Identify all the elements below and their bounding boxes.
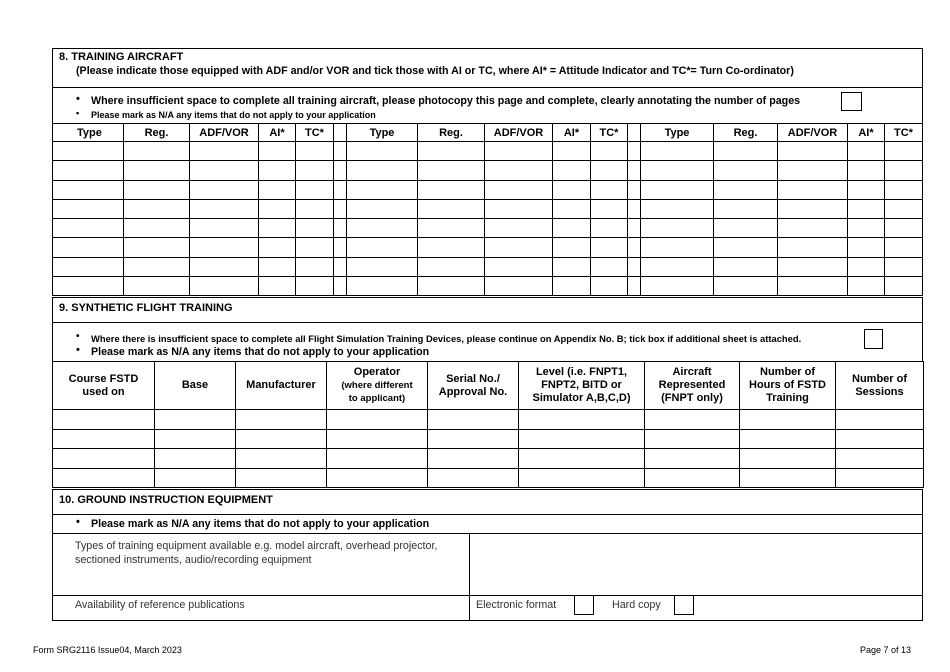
col-hours [740,362,836,410]
aircraft-cell[interactable] [124,277,190,296]
aircraft-cell[interactable] [296,199,334,218]
aircraft-cell[interactable] [553,238,591,257]
electronic-format-label: Electronic format [476,599,557,611]
fstd-cell[interactable] [53,410,155,430]
fstd-cell[interactable] [236,468,327,488]
aircraft-cell[interactable] [347,257,418,276]
fstd-cell[interactable] [645,429,740,449]
col-spacer [628,124,641,142]
spacer-cell [334,219,347,238]
col-ai: AI* [848,124,885,142]
aircraft-row [53,219,923,238]
aircraft-cell[interactable] [259,238,296,257]
aircraft-cell[interactable] [714,180,778,199]
fstd-cell[interactable] [645,449,740,469]
aircraft-row [53,199,923,218]
col-reg: Reg. [418,124,485,142]
aircraft-cell[interactable] [259,219,296,238]
col-type: Type [347,124,418,142]
fstd-cell[interactable] [327,429,428,449]
bullet-icon: • [76,331,80,342]
fstd-cell[interactable] [327,449,428,469]
aircraft-cell[interactable] [714,257,778,276]
bullet-icon: • [76,93,80,105]
col-operator-note: (where different to applicant) [341,380,413,404]
bullet-icon: • [76,516,80,528]
fstd-cell[interactable] [236,410,327,430]
col-operator-label: Operator [353,366,401,378]
section-9-bullet-1: Where there is insufficient space to complete all Flight Simulation Training Devices, please continue on Appendix No. B; tick box if additional sheet is attached. [91,333,802,344]
aircraft-cell[interactable] [259,161,296,180]
col-type: Type [53,124,124,142]
aircraft-cell[interactable] [190,161,259,180]
aircraft-cell[interactable] [641,277,714,296]
equipment-label: Types of training equipment available e.g. model aircraft, overhead projector, sectioned instruments, audio/recording equipment [75,540,438,566]
aircraft-cell[interactable] [259,277,296,296]
col-sessions [836,362,924,410]
aircraft-cell[interactable] [714,142,778,161]
aircraft-row [53,277,923,296]
aircraft-cell[interactable] [485,238,553,257]
fstd-cell[interactable] [327,468,428,488]
aircraft-cell[interactable] [778,161,848,180]
aircraft-header-row [53,124,923,142]
fstd-cell[interactable] [519,410,645,430]
aircraft-rows [53,142,923,296]
col-serial [428,362,519,410]
col-level-label: Level (i.e. FNPT1, FNPT2, BITD or Simulator A,B,C,D) [532,366,631,404]
aircraft-cell[interactable] [553,277,591,296]
aircraft-cell[interactable] [885,199,923,218]
aircraft-cell[interactable] [485,142,553,161]
fstd-header-row [53,362,924,410]
col-tc: TC* [885,124,923,142]
aircraft-row [53,180,923,199]
fstd-cell[interactable] [155,449,236,469]
col-reg: Reg. [714,124,778,142]
aircraft-cell[interactable] [124,199,190,218]
aircraft-cell[interactable] [553,257,591,276]
fstd-cell[interactable] [519,449,645,469]
spacer-cell [334,161,347,180]
aircraft-cell[interactable] [591,257,628,276]
fstd-row [53,429,924,449]
aircraft-cell[interactable] [296,219,334,238]
fstd-cell[interactable] [645,410,740,430]
col-hours-label: Number of Hours of FSTD Training [749,366,826,404]
aircraft-cell[interactable] [259,180,296,199]
aircraft-cell[interactable] [848,161,885,180]
aircraft-cell[interactable] [553,180,591,199]
aircraft-cell[interactable] [124,238,190,257]
fstd-cell[interactable] [53,468,155,488]
fstd-cell[interactable] [519,468,645,488]
aircraft-cell[interactable] [778,180,848,199]
fstd-cell[interactable] [428,429,519,449]
bullet-icon: • [76,344,80,356]
fstd-row [53,410,924,430]
aircraft-cell[interactable] [553,199,591,218]
aircraft-cell[interactable] [53,199,124,218]
aircraft-cell[interactable] [296,238,334,257]
aircraft-cell[interactable] [778,142,848,161]
hard-copy-checkbox[interactable] [674,595,694,615]
aircraft-cell[interactable] [190,180,259,199]
fstd-cell[interactable] [836,410,924,430]
aircraft-cell[interactable] [418,161,485,180]
equipment-input-cell[interactable] [469,533,923,596]
aircraft-row [53,142,923,161]
aircraft-cell[interactable] [296,277,334,296]
aircraft-cell[interactable] [190,238,259,257]
aircraft-cell[interactable] [848,257,885,276]
aircraft-cell[interactable] [885,180,923,199]
aircraft-cell[interactable] [591,180,628,199]
section-8-bullet-2: Please mark as N/A any items that do not apply to your application [91,110,376,120]
aircraft-cell[interactable] [418,257,485,276]
aircraft-cell[interactable] [347,161,418,180]
aircraft-cell[interactable] [591,238,628,257]
fstd-cell[interactable] [236,429,327,449]
col-ai: AI* [553,124,591,142]
fstd-cell[interactable] [53,449,155,469]
aircraft-cell[interactable] [848,219,885,238]
aircraft-cell[interactable] [190,142,259,161]
section-8-heading: 8. TRAINING AIRCRAFT [59,51,184,63]
bullet-icon: • [76,108,80,118]
aircraft-cell[interactable] [778,219,848,238]
section-9-heading: 9. SYNTHETIC FLIGHT TRAINING [59,302,233,314]
aircraft-cell[interactable] [885,277,923,296]
col-operator [327,362,428,410]
aircraft-cell[interactable] [53,219,124,238]
aircraft-cell[interactable] [885,238,923,257]
aircraft-cell[interactable] [641,199,714,218]
col-ai: AI* [259,124,296,142]
aircraft-cell[interactable] [190,219,259,238]
spacer-cell [334,277,347,296]
fstd-cell[interactable] [155,429,236,449]
aircraft-cell[interactable] [53,161,124,180]
col-serial-label: Serial No./ Approval No. [438,372,508,398]
spacer-cell [628,180,641,199]
aircraft-cell[interactable] [641,257,714,276]
col-sessions-label: Number of Sessions [852,372,907,398]
aircraft-cell[interactable] [259,199,296,218]
aircraft-cell[interactable] [778,199,848,218]
aircraft-row [53,161,923,180]
spacer-cell [628,219,641,238]
form-id-footer: Form SRG2116 Issue04, March 2023 [33,645,182,655]
col-course-fstd-label: Course FSTD used on [68,372,139,398]
aircraft-cell[interactable] [53,277,124,296]
col-spacer [334,124,347,142]
fstd-cell[interactable] [519,429,645,449]
synthetic-training-table [52,361,924,488]
fstd-cell[interactable] [740,429,836,449]
aircraft-cell[interactable] [778,277,848,296]
col-tc: TC* [296,124,334,142]
aircraft-cell[interactable] [53,180,124,199]
aircraft-cell[interactable] [553,161,591,180]
pages-count-box[interactable] [841,92,862,111]
fstd-cell[interactable] [836,468,924,488]
aircraft-cell[interactable] [641,161,714,180]
aircraft-cell[interactable] [714,199,778,218]
section-9-bullet-2: Please mark as N/A any items that do not apply to your application [91,346,430,358]
aircraft-row [53,238,923,257]
spacer-cell [628,238,641,257]
aircraft-cell[interactable] [848,277,885,296]
aircraft-cell[interactable] [553,142,591,161]
aircraft-cell[interactable] [848,238,885,257]
col-aircraft-label: Aircraft Represented (FNPT only) [658,366,726,404]
aircraft-cell[interactable] [418,219,485,238]
aircraft-cell[interactable] [124,180,190,199]
col-tc: TC* [591,124,628,142]
spacer-cell [334,199,347,218]
aircraft-cell[interactable] [848,142,885,161]
aircraft-cell[interactable] [347,199,418,218]
aircraft-cell[interactable] [418,238,485,257]
section-8-subheading: (Please indicate those equipped with ADF and/or VOR and tick those with AI or TC, where AI* = Attitude Indicator and TC*= Turn Co-ordinator) [76,65,794,77]
aircraft-cell[interactable] [485,161,553,180]
aircraft-cell[interactable] [778,257,848,276]
col-base: Base [155,362,236,410]
section-10-heading: 10. GROUND INSTRUCTION EQUIPMENT [59,494,273,506]
aircraft-cell[interactable] [190,277,259,296]
aircraft-cell[interactable] [124,219,190,238]
spacer-cell [628,161,641,180]
aircraft-cell[interactable] [418,277,485,296]
aircraft-cell[interactable] [347,277,418,296]
section-10-bullet: Please mark as N/A any items that do not apply to your application [91,518,430,530]
aircraft-cell[interactable] [347,238,418,257]
aircraft-cell[interactable] [347,180,418,199]
col-type: Type [641,124,714,142]
aircraft-cell[interactable] [885,161,923,180]
section-8-bullet-1: Where insufficient space to complete all training aircraft, please photocopy this page and complete, clearly annotating the number of pages [91,95,801,107]
aircraft-cell[interactable] [296,142,334,161]
aircraft-cell[interactable] [591,142,628,161]
aircraft-cell[interactable] [714,277,778,296]
aircraft-cell[interactable] [485,199,553,218]
aircraft-cell[interactable] [848,180,885,199]
aircraft-cell[interactable] [591,277,628,296]
aircraft-cell[interactable] [553,219,591,238]
aircraft-cell[interactable] [778,238,848,257]
aircraft-cell[interactable] [885,257,923,276]
aircraft-cell[interactable] [124,142,190,161]
spacer-cell [628,199,641,218]
fstd-cell[interactable] [428,468,519,488]
aircraft-cell[interactable] [591,161,628,180]
additional-sheet-checkbox[interactable] [864,329,883,349]
aircraft-cell[interactable] [641,238,714,257]
aircraft-cell[interactable] [124,257,190,276]
aircraft-cell[interactable] [418,142,485,161]
aircraft-cell[interactable] [347,219,418,238]
fstd-row [53,468,924,488]
aircraft-cell[interactable] [485,277,553,296]
aircraft-cell[interactable] [885,142,923,161]
electronic-format-checkbox[interactable] [574,595,594,615]
aircraft-cell[interactable] [885,219,923,238]
fstd-cell[interactable] [836,449,924,469]
fstd-cell[interactable] [740,410,836,430]
spacer-cell [628,277,641,296]
aircraft-cell[interactable] [848,199,885,218]
fstd-cell[interactable] [428,410,519,430]
fstd-row [53,449,924,469]
aircraft-cell[interactable] [296,161,334,180]
aircraft-cell[interactable] [53,142,124,161]
fstd-cell[interactable] [428,449,519,469]
training-aircraft-table [52,123,923,296]
fstd-cell[interactable] [155,468,236,488]
aircraft-cell[interactable] [641,180,714,199]
spacer-cell [334,238,347,257]
spacer-cell [628,257,641,276]
col-adf-vor: ADF/VOR [778,124,848,142]
spacer-cell [334,180,347,199]
aircraft-cell[interactable] [641,142,714,161]
aircraft-cell[interactable] [485,257,553,276]
spacer-cell [334,257,347,276]
fstd-cell[interactable] [155,410,236,430]
aircraft-cell[interactable] [347,142,418,161]
spacer-cell [334,142,347,161]
aircraft-cell[interactable] [714,219,778,238]
aircraft-cell[interactable] [591,219,628,238]
col-level [519,362,645,410]
fstd-cell[interactable] [740,449,836,469]
aircraft-cell[interactable] [485,180,553,199]
fstd-cell[interactable] [236,449,327,469]
aircraft-row [53,257,923,276]
aircraft-cell[interactable] [259,142,296,161]
fstd-cell[interactable] [740,468,836,488]
page-number: Page 7 of 13 [859,645,911,655]
aircraft-cell[interactable] [714,161,778,180]
col-aircraft-represented [645,362,740,410]
aircraft-cell[interactable] [124,161,190,180]
hard-copy-label: Hard copy [612,599,661,611]
fstd-cell[interactable] [645,468,740,488]
aircraft-cell[interactable] [418,180,485,199]
aircraft-cell[interactable] [259,257,296,276]
col-course-fstd [53,362,155,410]
fstd-cell[interactable] [53,429,155,449]
col-adf-vor: ADF/VOR [485,124,553,142]
aircraft-cell[interactable] [190,257,259,276]
aircraft-cell[interactable] [714,238,778,257]
aircraft-cell[interactable] [190,199,259,218]
aircraft-cell[interactable] [485,219,553,238]
aircraft-cell[interactable] [641,219,714,238]
spacer-cell [628,142,641,161]
publications-label: Availability of reference publications [75,599,245,611]
aircraft-cell[interactable] [296,257,334,276]
aircraft-cell[interactable] [53,238,124,257]
fstd-rows [53,410,924,488]
aircraft-cell[interactable] [591,199,628,218]
aircraft-cell[interactable] [296,180,334,199]
col-reg: Reg. [124,124,190,142]
col-adf-vor: ADF/VOR [190,124,259,142]
col-manufacturer: Manufacturer [236,362,327,410]
fstd-cell[interactable] [327,410,428,430]
fstd-cell[interactable] [836,429,924,449]
aircraft-cell[interactable] [418,199,485,218]
aircraft-cell[interactable] [53,257,124,276]
